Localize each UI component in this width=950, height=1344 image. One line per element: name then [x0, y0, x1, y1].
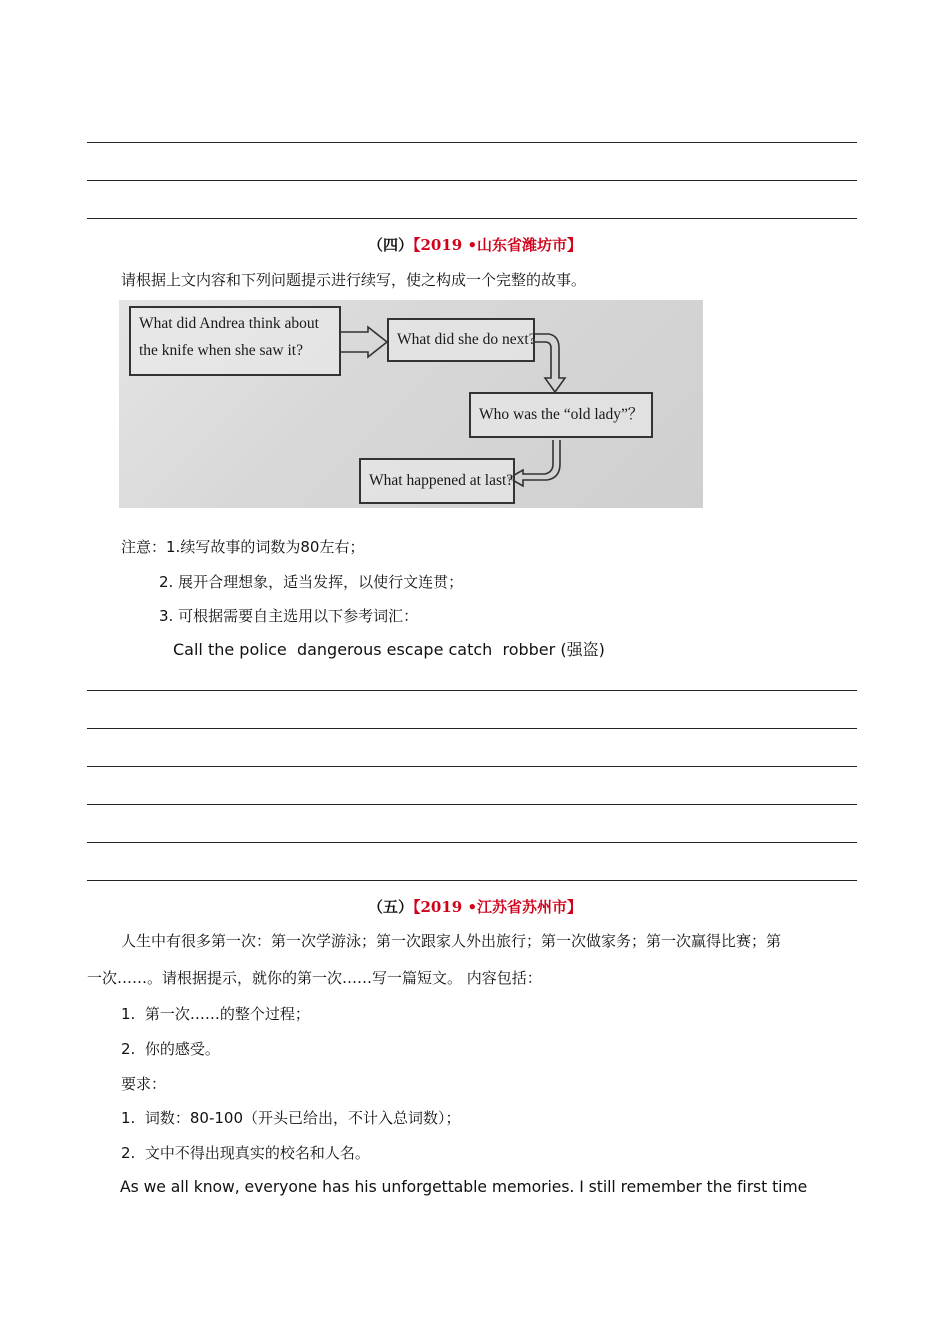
para-text: 写一篇短文。 内容包括：: [372, 969, 542, 987]
requirement-2: [121, 1143, 370, 1163]
note-2-number: 2.: [159, 573, 174, 591]
para-ellipsis: ……: [117, 969, 148, 987]
writing-line: [87, 218, 857, 219]
note-prefix: 注意：: [121, 538, 167, 556]
item-text: 的整个过程；: [219, 1005, 310, 1023]
writing-line: [87, 880, 857, 881]
flow-box-q3: [469, 392, 653, 438]
section-5-heading: [0, 897, 950, 917]
section-5-paragraph-line-1: 人生中有很多第一次：第一次学游泳；第一次跟家人外出旅行；第一次做家务；第一次赢得比赛；第: [121, 932, 782, 950]
word-count: 80-100: [189, 1109, 244, 1127]
writing-line: [87, 842, 857, 843]
writing-line: [87, 766, 857, 767]
note-2: [159, 572, 463, 592]
vocab-english: Call the police dangerous escape catch robber (: [173, 640, 567, 659]
section-label: （五）: [367, 898, 413, 916]
flow-q3-text: Who was the “old lady”？: [479, 406, 644, 423]
essay-opening: As we all know, everyone has his unforgettable memories. I still remember the first time: [120, 1178, 808, 1196]
note-3-text: 可根据需要自主选用以下参考词汇：: [178, 607, 419, 625]
note-3-number: 3.: [159, 607, 174, 625]
writing-line: [87, 142, 857, 143]
flow-q4-text: What happened at last?: [369, 472, 514, 489]
item-number: 2.: [121, 1144, 136, 1162]
vocab-close-paren: ): [598, 640, 605, 659]
section-label: （四）: [367, 236, 413, 254]
section-4-instruction: 请根据上文内容和下列问题提示进行续写，使之构成一个完整的故事。: [121, 271, 587, 289]
para-text: 。请根据提示，就你的第一次: [147, 969, 343, 987]
section-5-paragraph-line-2: [87, 968, 542, 988]
writing-line: [87, 728, 857, 729]
flowchart-photo: [119, 300, 703, 508]
content-item-2: [121, 1039, 220, 1059]
flow-box-q2: [387, 318, 535, 362]
note-2-text: 展开合理想象，适当发挥，以使行文连贯；: [178, 573, 464, 591]
section-4-heading: [0, 235, 950, 255]
flow-q2-text: What did she do next?: [397, 331, 536, 348]
content-item-1: [121, 1004, 310, 1024]
vocab-chinese: 强盗: [566, 640, 599, 659]
flow-q1-line2: the knife when she saw it?: [139, 342, 303, 359]
flow-box-q4: [359, 458, 515, 504]
writing-line: [87, 690, 857, 691]
item-ellipsis: ……: [189, 1005, 220, 1023]
item-text: （开头已给出，不计入总词数）；: [243, 1109, 461, 1127]
note-1-number: 1.: [166, 538, 181, 556]
note-1-value: 80: [300, 538, 320, 556]
item-number: 2.: [121, 1040, 136, 1058]
writing-line: [87, 804, 857, 805]
note-1-suffix: 左右；: [319, 538, 365, 556]
para-text: 一次: [87, 969, 118, 987]
item-number: 1.: [121, 1109, 136, 1127]
flow-q1-line1: What did Andrea think about: [139, 315, 319, 332]
item-text: 第一次: [144, 1005, 190, 1023]
section-source: 【2019 •山东省潍坊市】: [412, 236, 583, 254]
note-1-text: 续写故事的词数为: [180, 538, 301, 556]
requirements-label: 要求：: [121, 1075, 167, 1093]
section-source: 【2019 •江苏省苏州市】: [412, 898, 583, 916]
note-3: [159, 606, 418, 626]
note-1: [121, 537, 364, 557]
flow-box-q1: [129, 306, 341, 376]
writing-line: [87, 180, 857, 181]
item-text: 你的感受。: [144, 1040, 220, 1058]
para-ellipsis: ……: [342, 969, 373, 987]
item-text: 词数：: [144, 1109, 190, 1127]
item-text: 文中不得出现真实的校名和人名。: [144, 1144, 370, 1162]
item-number: 1.: [121, 1005, 136, 1023]
requirement-1: [121, 1108, 461, 1128]
vocab-line: [173, 640, 605, 660]
